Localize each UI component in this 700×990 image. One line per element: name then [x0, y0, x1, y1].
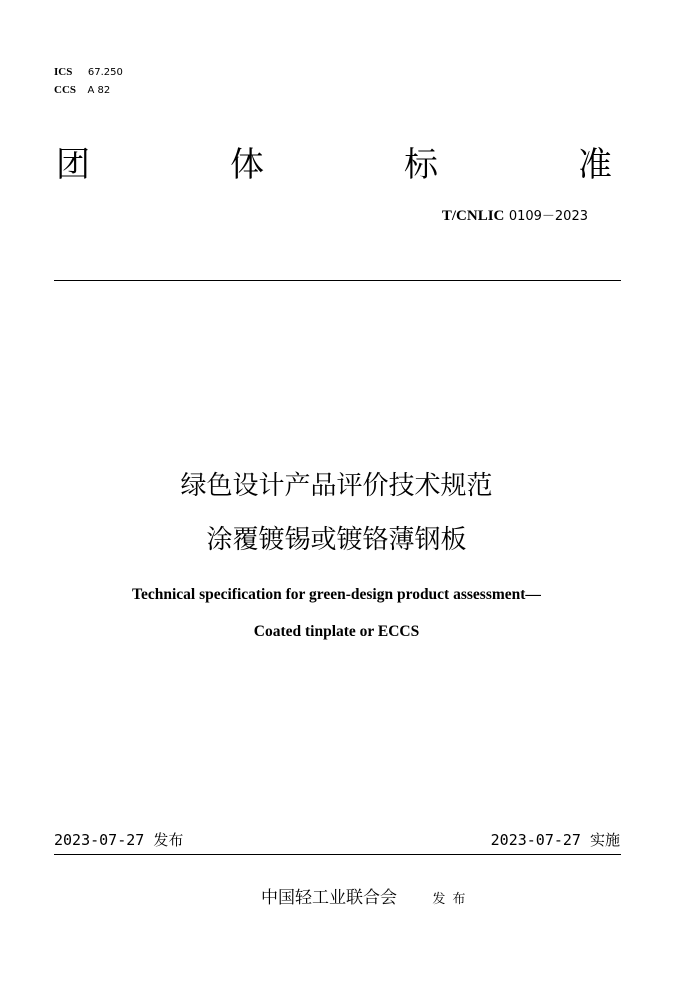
chinese-title-line-1: 绿色设计产品评价技术规范	[180, 471, 493, 501]
standard-type-char: 标	[404, 145, 438, 185]
english-title-line-2: Coated tinplate or ECCS	[253, 623, 420, 640]
implement-date-label: 实施	[589, 831, 620, 849]
standard-code-number: 0109－2023	[508, 209, 588, 224]
english-title-line-1: Technical specification for green-design product assessment—	[132, 586, 541, 603]
bottom-divider	[54, 854, 621, 855]
ics-label: ICS	[54, 66, 73, 78]
publisher-action: 发布	[432, 892, 473, 907]
top-divider	[54, 280, 621, 281]
standard-type-char: 体	[230, 145, 264, 185]
issue-date-value: 2023-07-27	[54, 831, 145, 849]
issue-date-label: 发布	[153, 831, 184, 849]
standard-code-prefix: T/CNLIC	[441, 208, 505, 224]
standard-code	[442, 206, 588, 227]
ics-line	[54, 65, 123, 80]
issue-date	[54, 829, 183, 851]
ccs-line	[54, 83, 110, 98]
standard-type-heading	[56, 140, 622, 190]
ics-value: 67.250	[87, 67, 123, 78]
chinese-title-line-2: 涂覆镀锡或镀铬薄钢板	[206, 525, 467, 555]
standard-type-char: 准	[578, 145, 612, 185]
publisher-line	[261, 886, 472, 912]
implement-date-value: 2023-07-27	[490, 831, 581, 849]
standard-type-char: 团	[56, 145, 90, 185]
ccs-label: CCS	[54, 84, 77, 96]
implement-date	[491, 829, 620, 851]
ccs-value: A 82	[87, 85, 111, 96]
publisher-name: 中国轻工业联合会	[261, 888, 397, 908]
